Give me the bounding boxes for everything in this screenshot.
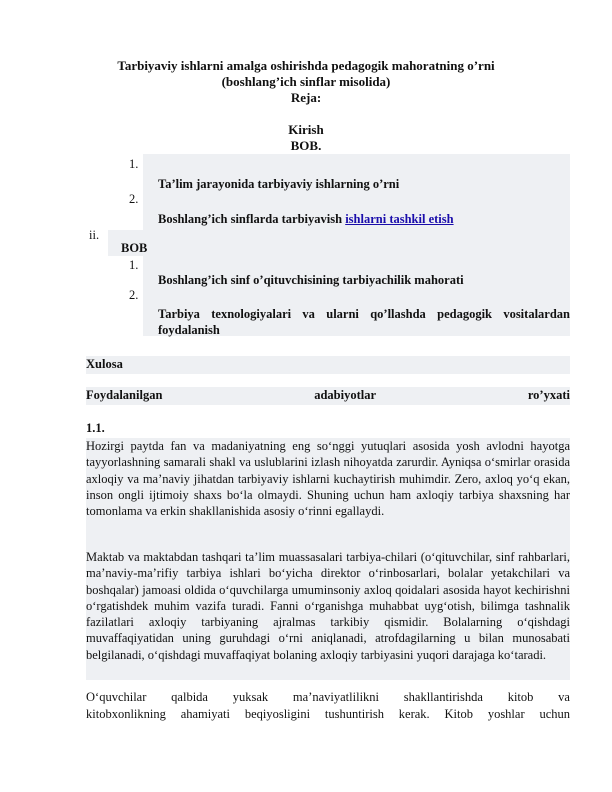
word: shakllantirishda [403,690,483,704]
paragraph: Maktab va maktabdan tashqari ta’lim muassasalari tarbiya-chilari (o‘qituvchilar, sinf rahbarlari, ma’naviy-ma’rifiy tarbiya ishlari bo‘yicha direktor o‘rinbosarlari, bolalar yetakchilari va boshqalar) jamoasi oldida o‘quvchilarga umuminsoniy axloq qoidalari asosida hayot kechirishni o‘rgatishdek muhim vazifa turadi. Fanni o‘rganishga muhabbat uyg‘otish, bilimga tashnalik fazilatlari axloqiy tarbiyaning ajralmas tarkibiy qismidir. Bolalarning o‘qishdagi muvaffaqiyatidan uning guruhdagi o‘rni aniqlanadi, atrofdagilarning u bilan munosabati belgilanadi, o‘qishdagi muvaffaqiyat bolaning axloqiy tarbiyasini yuqori darajaga ko‘taradi. [86,550,570,662]
plan-chapter-2: BOB [121,241,148,255]
word: ma’naviyatlilikni [292,690,380,704]
list-number: 1. [129,258,139,272]
references-word: ro’yxati [527,388,570,402]
list-item: Ta’lim jarayonida tarbiyaviy ishlarning o’rni [158,177,400,191]
references-word: Foydalanilgan [86,388,163,402]
conclusion-bg [86,356,570,374]
plan-heading: Reja: [290,90,322,105]
hyperlink[interactable]: ishlarni tashkil etish [345,212,454,226]
list-item-text: Boshlang’ich sinflarda tarbiyavish [158,212,346,226]
plan-references [86,388,570,403]
paragraph-line [86,690,570,705]
section-heading: 1.1. [86,421,105,435]
list-item: Tarbiya texnologiyalari va ularni qo’llashda pedagogik vositalardan foydalanish [158,307,570,337]
word: kitob [507,690,534,704]
word: yuksak [232,690,269,704]
list-number: 1. [129,157,139,171]
paragraph: Hozirgi paytda fan va madaniyatning eng so‘nggi yutuqlari asosida yosh avlodni hayotga tayyorlashning samarali shakl va uslublarini izlash nihoyatda zarurdir. Ayniqsa o‘smirlar orasida axloqiy va ma’naviy jihatdan tarbiyaviy ishlarni kuchaytirish muhimdir. Zero, axloq yo‘q ekan, inson ongli ijtimoiy shaxs bo‘la olmaydi. Shuning uchun ham axloqiy tarbiya shaxsning har tomonlama va erkin shakllanishida asosiy o‘rinni egallaydi. [86,439,570,519]
plan-chapter-1: BOB. [290,138,322,153]
word: qalbida [171,690,208,704]
word: O‘quvchilar [86,690,147,704]
list-item: Boshlang’ich sinf o’qituvchisining tarbiyachilik mahorati [158,273,464,287]
plan-intro: Kirish [288,122,324,137]
word: va [558,690,570,704]
paragraph-line: kitobxonlikning ahamiyati beqiyosligini tushuntirish kerak. Kitob yoshlar uchun [86,707,570,721]
list-item [158,211,454,227]
references-word: adabiyotlar [314,388,377,402]
list-number: 2. [129,192,139,206]
chapter-2-heading-bg [108,230,570,256]
roman-numeral: ii. [89,228,100,242]
document-subtitle: (boshlang’ich sinflar misolida) [221,74,391,89]
document-title: Tarbiyaviy ishlarni amalga oshirishda pedagogik mahoratning o’rni [117,58,495,73]
plan-conclusion: Xulosa [86,357,123,371]
list-number: 2. [129,288,139,302]
